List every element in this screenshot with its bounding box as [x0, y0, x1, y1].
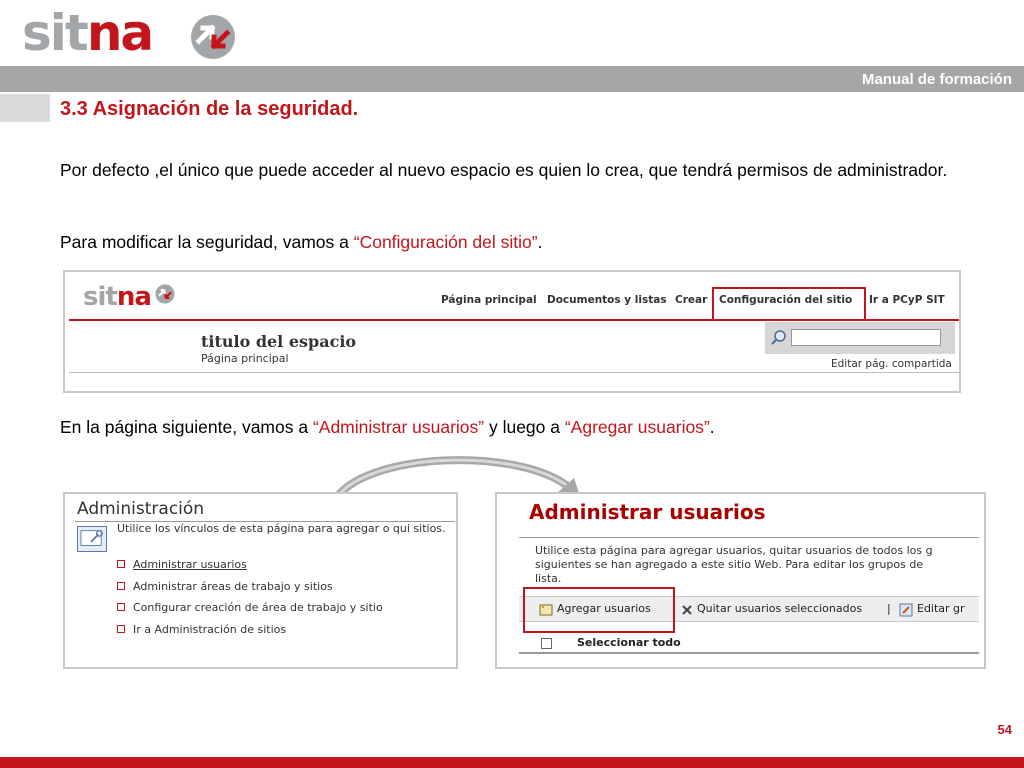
screenshot-logo-sit: sit — [83, 282, 117, 312]
logo-text-na: na — [86, 4, 153, 62]
edit-groups-button[interactable]: Editar gr — [917, 602, 965, 615]
nav-documents-lists[interactable]: Documentos y listas — [547, 294, 667, 306]
administration-heading: Administración — [77, 499, 205, 519]
remove-selected-users-button[interactable]: Quitar usuarios seleccionados — [697, 602, 863, 615]
manage-users-description — [535, 544, 975, 586]
screenshot-logo-na: na — [116, 282, 151, 312]
p3-mid: y luego a — [484, 417, 565, 437]
screenshot-administration — [63, 492, 458, 669]
search-input[interactable] — [791, 329, 941, 346]
search-area — [765, 322, 955, 354]
nav-create[interactable]: Crear — [675, 294, 708, 306]
screenshot-manage-users — [495, 492, 986, 669]
edit-groups-icon — [899, 603, 913, 617]
manage-users-bottom-rule — [519, 652, 979, 654]
site-title: titulo del espacio — [201, 332, 357, 351]
p2-suffix: . — [537, 232, 543, 252]
manage-users-rule — [519, 537, 979, 538]
highlight-site-settings — [712, 287, 866, 321]
toolbar-separator: | — [887, 602, 891, 615]
logo-arrows-icon — [190, 14, 236, 60]
page-number: 54 — [997, 722, 1012, 737]
p3-link-add-users: “Agregar usuarios” — [564, 417, 710, 437]
bullet-icon — [117, 603, 125, 611]
p3-prefix: En la página siguiente, vamos a — [60, 417, 313, 437]
screenshot-red-rule — [69, 319, 961, 321]
edit-shared-page-link[interactable]: Editar pág. compartida — [831, 358, 952, 370]
description-line: lista. — [535, 572, 562, 585]
p3-suffix: . — [709, 417, 715, 437]
paragraph-modify-security — [60, 230, 960, 254]
add-users-button[interactable]: Agregar usuarios — [557, 602, 651, 615]
section-title: 3.3 Asignación de la seguridad. — [60, 98, 359, 120]
manage-users-heading: Administrar usuarios — [529, 500, 766, 524]
select-all-checkbox[interactable] — [541, 638, 552, 649]
administration-description: Utilice los vínculos de esta página para agregar o qui sitios. — [117, 522, 446, 535]
link-administrar-usuarios[interactable]: Administrar usuarios — [133, 558, 247, 571]
paragraph-default-access: Por defecto ,el único que puede acceder al nuevo espacio es quien lo crea, que tendrá permisos de administrador. — [60, 160, 948, 180]
header-bar — [0, 66, 1024, 92]
list-item — [117, 601, 383, 623]
link-configurar-creacion[interactable]: Configurar creación de área de trabajo y sitio — [133, 601, 383, 614]
sitna-logo — [22, 4, 242, 62]
admin-tools-icon — [77, 526, 107, 552]
description-line: Utilice esta página para agregar usuarios, quitar usuarios de todos los g — [535, 544, 933, 557]
link-ir-administracion-sitios[interactable]: Ir a Administración de sitios — [133, 622, 287, 636]
p3-link-admin-users: “Administrar usuarios” — [312, 417, 485, 437]
footer-bar — [0, 757, 1024, 768]
p2-link: “Configuración del sitio” — [353, 232, 538, 252]
site-subtitle: Página principal — [201, 352, 289, 365]
bullet-icon — [117, 582, 125, 590]
search-icon[interactable] — [770, 329, 788, 347]
list-item — [117, 580, 383, 602]
p2-prefix: Para modificar la seguridad, vamos a — [60, 232, 354, 252]
screenshot-bottom-rule — [69, 372, 961, 373]
title-accent — [0, 94, 50, 122]
list-item — [117, 623, 383, 645]
nav-home[interactable]: Página principal — [441, 294, 537, 306]
nav-pcyp[interactable]: Ir a PCyP SIT — [869, 294, 945, 306]
bullet-icon — [117, 560, 125, 568]
screenshot-logo — [83, 282, 175, 312]
highlight-add-users — [523, 587, 675, 633]
select-all-label: Seleccionar todo — [577, 636, 681, 649]
administration-links — [117, 558, 383, 644]
screenshot-site-header — [63, 270, 961, 393]
header-label: Manual de formación — [861, 71, 1012, 88]
logo-text-sit: sit — [22, 4, 87, 62]
paragraph-next-page — [60, 415, 960, 439]
nav-site-settings[interactable]: Configuración del sitio — [719, 294, 853, 306]
link-administrar-areas[interactable]: Administrar áreas de trabajo y sitios — [133, 579, 333, 593]
remove-icon — [681, 604, 693, 616]
list-item — [117, 558, 383, 580]
description-line: siguientes se han agregado a este sitio Web. Para editar los grupos de — [535, 558, 924, 571]
screenshot-logo-arrows-icon — [155, 284, 175, 304]
bullet-icon — [117, 625, 125, 633]
